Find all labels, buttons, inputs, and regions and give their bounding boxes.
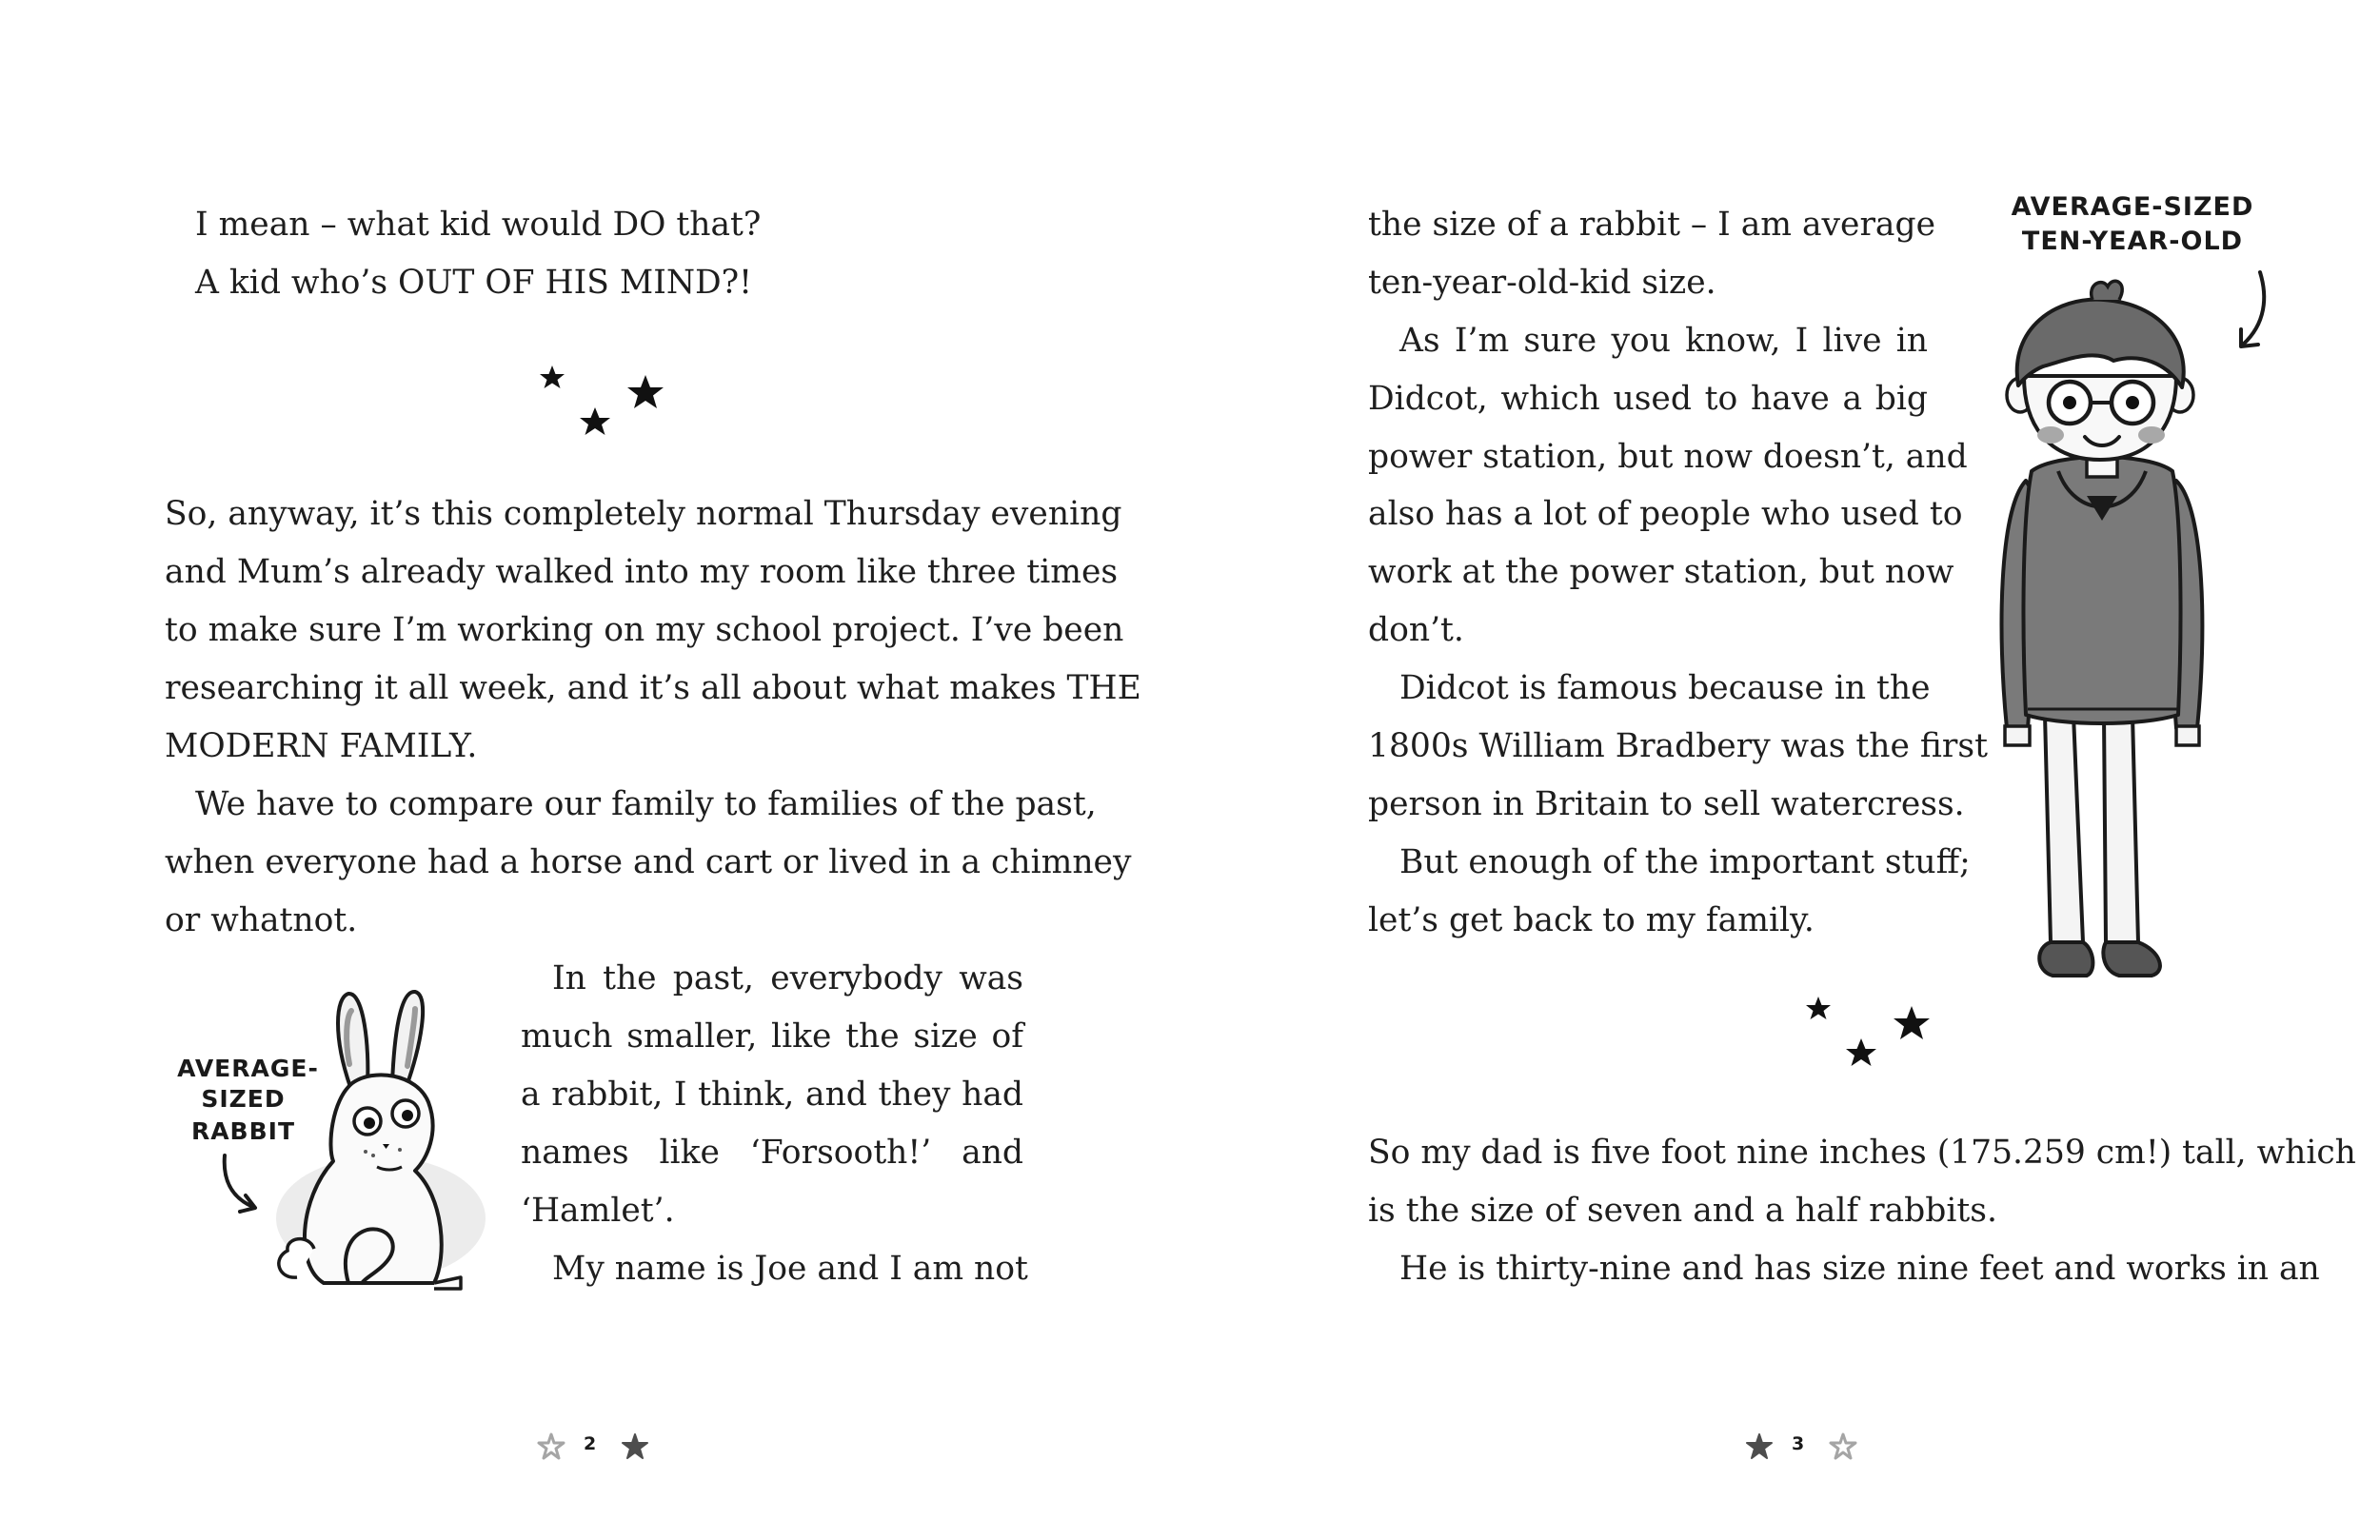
section-break-stars-icon [533,362,676,447]
rabbit-caption-line: AVERAGE- [177,1055,319,1082]
paragraph-line: But enough of the important stuff; [1399,843,1971,881]
paragraph-line: researching it all week, and it’s all about what makes THE [165,669,1141,707]
folio-star-icon [1745,1432,1774,1461]
paragraph-line: or whatnot. [165,901,358,939]
rabbit-caption-line: RABBIT [190,1117,296,1145]
paragraph-line: and Mum’s already walked into my room like three times [165,553,1119,591]
paragraph-line: As I’m sure you know, I live in [1399,322,1928,360]
paragraph-line: don’t. [1368,611,1464,649]
boy-caption-line: TEN-YEAR-OLD [2021,227,2244,256]
paragraph-line: Didcot, which used to have a big [1368,380,1928,418]
intro-line-2: A kid who’s OUT OF HIS MIND?! [195,264,753,302]
paragraph-line: In the past, everybody was [552,959,1023,997]
paragraph-line: also has a lot of people who used to [1368,495,1963,533]
section-break-stars-icon [1799,993,1942,1078]
paragraph-line: when everyone had a horse and cart or lived in a chimney [165,843,1132,881]
folio-star-icon [621,1432,649,1461]
paragraph-line: ten-year-old-kid size. [1368,264,1716,302]
page-number: 2 [584,1433,597,1454]
right-page [1190,0,2380,1540]
paragraph-line: person in Britain to sell watercress. [1368,785,1965,823]
folio-star-icon [1829,1432,1857,1461]
boy-illustration [1980,271,2228,1004]
curved-arrow-icon [2228,268,2285,354]
folio-star-icon [537,1432,565,1461]
paragraph-line: names like ‘Forsooth!’ and [521,1134,1023,1172]
paragraph-line: the size of a rabbit – I am average [1368,206,1936,244]
boy-caption-line: AVERAGE-SIZED [2011,192,2254,222]
paragraph-4-line: My name is Joe and I am not [552,1250,1028,1288]
paragraph-line: to make sure I’m working on my school project. I’ve been [165,611,1124,649]
paragraph-line: So, anyway, it’s this completely normal Thursday evening [165,495,1122,533]
paragraph-line: We have to compare our family to families of the past, [195,785,1097,823]
paragraph-line: Didcot is famous because in the [1399,669,1931,707]
paragraph-6-line: He is thirty-nine and has size nine feet and works in an [1399,1250,2320,1288]
paragraph-line: power station, but now doesn’t, and [1368,438,1968,476]
paragraph-line: is the size of seven and a half rabbits. [1368,1192,1997,1230]
paragraph-line: let’s get back to my family. [1368,901,1815,939]
paragraph-line: a rabbit, I think, and they had [521,1076,1023,1114]
rabbit-caption-line: SIZED [201,1085,286,1113]
rabbit-illustration [257,980,505,1294]
paragraph-line: work at the power station, but now [1368,553,1954,591]
paragraph-line: ‘Hamlet’. [521,1192,675,1230]
paragraph-line: So my dad is five foot nine inches (175.259 cm!) tall, which [1368,1134,2356,1172]
intro-line-1: I mean – what kid would DO that? [195,206,762,244]
paragraph-line: 1800s William Bradbery was the first [1368,727,1988,765]
page-number: 3 [1792,1433,1805,1454]
paragraph-line: much smaller, like the size of [521,1017,1023,1056]
paragraph-line: MODERN FAMILY. [165,727,478,765]
